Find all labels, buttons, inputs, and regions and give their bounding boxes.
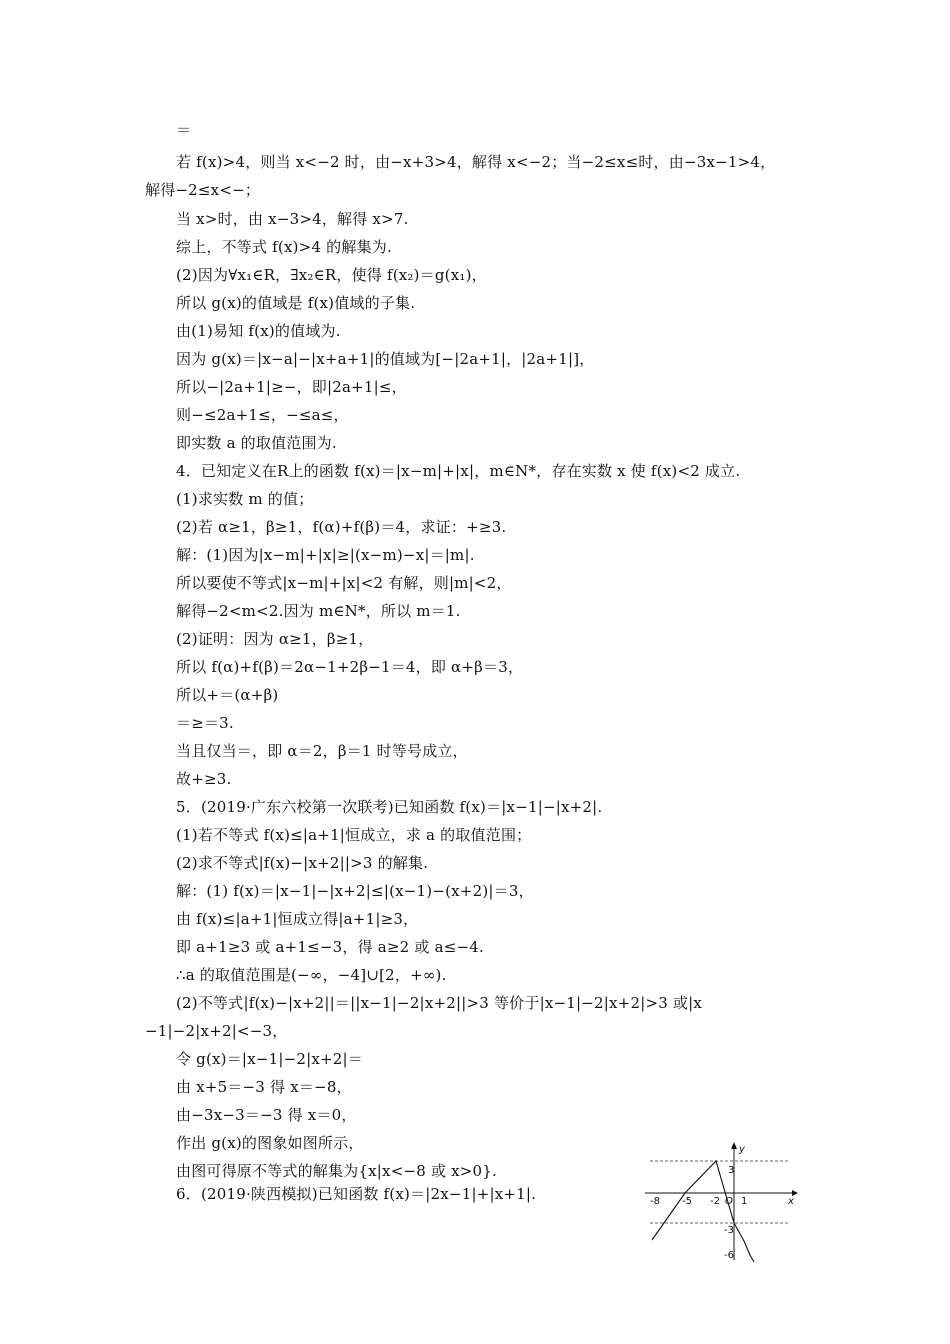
- text-line: 4．已知定义在R上的函数 f(x)＝|x−m|+|x|，m∈N*，存在实数 x 使 f(x)<2 成立.: [176, 462, 741, 480]
- text-line: 则−≤2a+1≤，−≤a≤，: [176, 406, 349, 424]
- text-line: (2)求不等式|f(x)−|x+2||>3 的解集.: [176, 854, 429, 872]
- text-line: 故+≥3.: [176, 770, 232, 788]
- text-line: −1|−2|x+2|<−3，: [145, 1022, 288, 1040]
- text-line: 即 a+1≥3 或 a+1≤−3，得 a≥2 或 a≤−4.: [176, 938, 484, 956]
- text-line: 所以 g(x)的值域是 f(x)值域的子集.: [176, 294, 416, 312]
- text-line: 由(1)易知 f(x)的值域为.: [176, 322, 341, 340]
- text-line: (2)因为∀x₁∈R，∃x₂∈R，使得 f(x₂)＝g(x₁)，: [176, 266, 487, 284]
- y-tick-label: -6: [724, 1250, 734, 1261]
- text-line: 解：(1) f(x)＝|x−1|−|x+2|≤|(x−1)−(x+2)|＝3，: [176, 882, 534, 900]
- text-line: 因为 g(x)＝|x−a|−|x+a+1|的值域为[−|2a+1|，|2a+1|]，: [176, 350, 595, 368]
- text-line: 所以+＝(α+β): [176, 686, 279, 704]
- text-line: ∴a 的取值范围是(−∞，−4]∪[2，+∞).: [176, 966, 447, 984]
- text-line: (2)若 α≥1，β≥1，f(α)+f(β)＝4，求证：+≥3.: [176, 518, 507, 536]
- text-line: 由图可得原不等式的解集为{x|x<−8 或 x>0}.: [176, 1162, 498, 1180]
- text-line: 当 x>时，由 x−3>4，解得 x>7.: [176, 210, 409, 228]
- text-line: ＝≥＝3.: [176, 714, 234, 732]
- text-line: 所以−|2a+1|≥−，即|2a+1|≤，: [176, 378, 407, 396]
- y-tick-label: -3: [724, 1225, 734, 1236]
- x-axis-label: x: [788, 1196, 794, 1207]
- text-line: ＝: [176, 121, 192, 139]
- text-line: 由 f(x)≤|a+1|恒成立得|a+1|≥3，: [176, 910, 419, 928]
- x-tick-label: -2: [710, 1196, 720, 1207]
- text-line: 5．(2019·广东六校第一次联考)已知函数 f(x)＝|x−1|−|x+2|.: [176, 798, 603, 816]
- text-line: (1)若不等式 f(x)≤|a+1|恒成立，求 a 的取值范围；: [176, 826, 532, 844]
- text-line: 解得−2<m<2.因为 m∈N*，所以 m＝1.: [176, 602, 461, 620]
- y-tick-label: 3: [728, 1165, 735, 1176]
- text-line: (1)求实数 m 的值；: [176, 490, 314, 508]
- origin-label: O: [725, 1196, 733, 1207]
- function-graph: [640, 1140, 800, 1270]
- text-line: 综上，不等式 f(x)>4 的解集为.: [176, 238, 392, 256]
- text-line: 当且仅当＝，即 α＝2，β＝1 时等号成立，: [176, 742, 468, 760]
- text-line: (2)不等式|f(x)−|x+2||＝||x−1|−2|x+2||>3 等价于|x−1|−2|x+2|>3 或|x: [176, 994, 703, 1012]
- text-line: 所以要使不等式|x−m|+|x|<2 有解，则|m|<2，: [176, 574, 512, 592]
- text-line: 令 g(x)＝|x−1|−2|x+2|＝: [176, 1050, 364, 1068]
- g-graph-line: [652, 1161, 754, 1262]
- y-axis-label: y: [739, 1144, 745, 1155]
- text-line: 作出 g(x)的图象如图所示，: [176, 1134, 364, 1152]
- y-axis-arrow: [731, 1142, 737, 1149]
- text-line: 由 x+5＝−3 得 x＝−8，: [176, 1078, 352, 1096]
- x-tick-label: -8: [650, 1196, 660, 1207]
- text-line: 所以 f(α)+f(β)＝2α−1+2β−1＝4，即 α+β＝3，: [176, 658, 524, 676]
- x-tick-label: -5: [682, 1196, 692, 1207]
- text-line: 解得−2≤x<−；: [145, 181, 261, 199]
- x-tick-label: 1: [741, 1196, 748, 1207]
- text-line: 若 f(x)>4，则当 x<−2 时，由−x+3>4，解得 x<−2；当−2≤x≤时，由−3x−1>4，: [176, 153, 776, 171]
- text-line: 即实数 a 的取值范围为.: [176, 434, 337, 452]
- text-line: (2)证明：因为 α≥1，β≥1，: [176, 630, 374, 648]
- text-line: 解：(1)因为|x−m|+|x|≥|(x−m)−x|＝|m|.: [176, 546, 475, 564]
- text-line: 由−3x−3＝−3 得 x＝0，: [176, 1106, 357, 1124]
- text-line: 6．(2019·陕西模拟)已知函数 f(x)＝|2x−1|+|x+1|.: [176, 1185, 537, 1203]
